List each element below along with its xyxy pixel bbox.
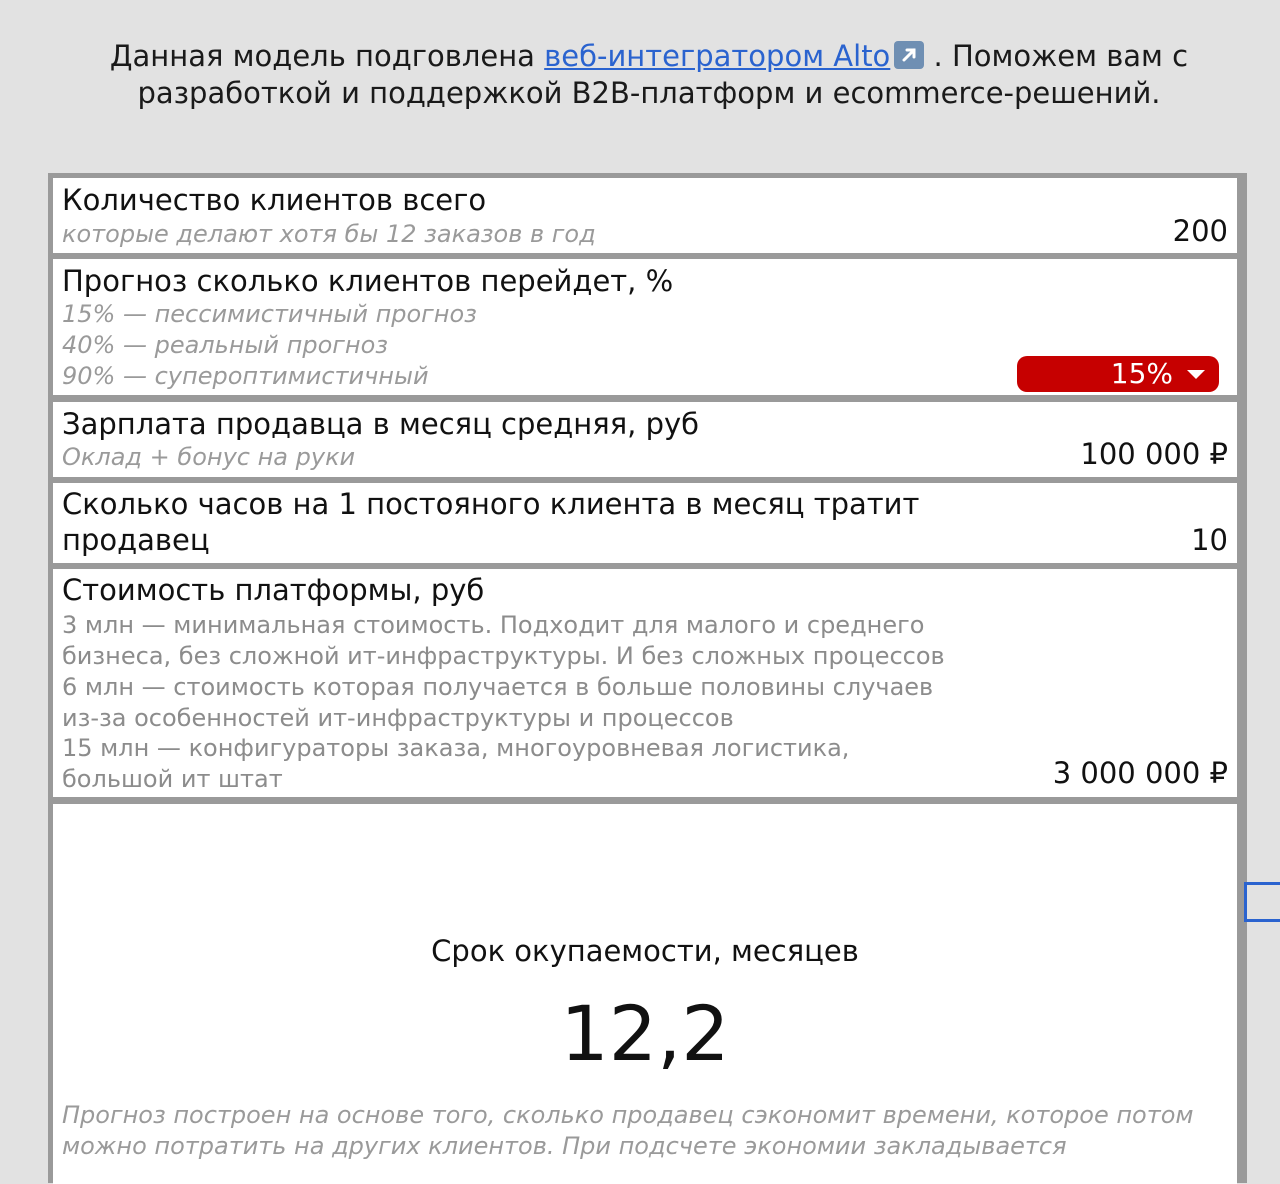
intro-text-before: Данная модель подговлена	[109, 39, 545, 73]
hours-label-line1: Сколько часов на 1 постояного клиента в месяц тратит	[62, 487, 920, 521]
forecast-select-value: 15%	[1110, 357, 1173, 390]
result-panel	[53, 804, 1237, 1184]
intro-text	[40, 38, 1258, 112]
clients-label: Количество клиентов всего	[62, 183, 487, 217]
intro-text-after: . Поможем вам с	[924, 39, 1189, 73]
forecast-note: Прогноз построен на основе того, сколько продавец сэкономит времени, которое потом можно потратить на других клиентов. При подсчете экономии закладывается	[62, 1101, 1194, 1160]
row-hours	[53, 483, 1237, 563]
forecast-select[interactable]	[1017, 356, 1219, 392]
side-scroll-marker[interactable]	[1244, 882, 1280, 922]
salary-hint: Оклад + бонус на руки	[62, 443, 356, 471]
salary-value[interactable]: 100 000 ₽	[1080, 437, 1228, 471]
forecast-hint-1: 15% — пессимистичный прогноз	[62, 300, 477, 328]
row-platform	[53, 569, 1237, 797]
platform-value[interactable]: 3 000 000 ₽	[1052, 756, 1228, 790]
external-link-icon[interactable]	[894, 41, 924, 69]
forecast-hint-3: 90% — супероптимистичный	[62, 362, 429, 390]
payback-value: 12,2	[560, 989, 730, 1078]
payback-title: Срок окупаемости, месяцев	[431, 934, 859, 968]
row-salary	[53, 402, 1237, 477]
platform-hint-5: 15 млн — конфигураторы заказа, многоуровневая логистика,	[62, 734, 850, 762]
platform-hint-6: большой ит штат	[62, 765, 283, 793]
intro-text-line2: разработкой и поддержкой B2B-платформ и ecommerce-решений.	[137, 76, 1161, 110]
row-clients	[53, 178, 1237, 253]
platform-hint-3: 6 млн — стоимость которая получается в больше половины случаев	[62, 673, 934, 701]
alto-link[interactable]: веб-интегратором Alto	[544, 39, 891, 73]
platform-hint-4: из-за особенностей ит-инфраструктуры и процессов	[62, 704, 734, 732]
platform-hint-1: 3 млн — минимальная стоимость. Подходит для малого и среднего	[62, 611, 925, 639]
calculator-table	[48, 173, 1247, 1183]
platform-hint-2: бизнеса, без сложной ит-инфраструктуры. И без сложных процессов	[62, 642, 945, 670]
platform-label: Стоимость платформы, руб	[62, 573, 485, 607]
forecast-hint-2: 40% — реальный прогноз	[62, 331, 389, 359]
salary-label: Зарплата продавца в месяц средняя, руб	[62, 407, 700, 441]
row-forecast	[53, 259, 1237, 395]
hours-label-line2: продавец	[62, 523, 210, 557]
hours-value[interactable]: 10	[1191, 523, 1228, 557]
forecast-label: Прогноз сколько клиентов перейдет, %	[62, 264, 674, 298]
chevron-down-icon	[1187, 370, 1205, 379]
clients-value[interactable]: 200	[1172, 214, 1228, 248]
clients-hint: которые делают хотя бы 12 заказов в год	[62, 220, 596, 248]
